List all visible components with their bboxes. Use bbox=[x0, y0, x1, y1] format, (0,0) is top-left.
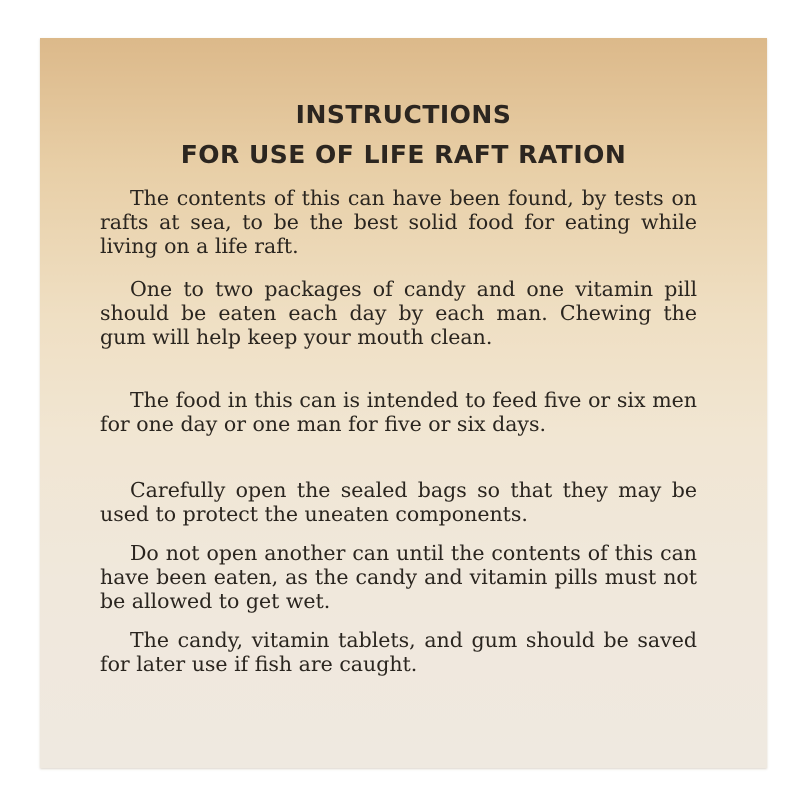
paragraph-servings: The food in this can is intended to feed five or six men for one day or one man for five or six days. bbox=[100, 388, 697, 436]
paragraph-keep-dry: Do not open another can until the contents of this can have been eaten, as the candy and vitamin pills must not be allowed to get wet. bbox=[100, 541, 697, 613]
instruction-card bbox=[40, 38, 767, 768]
paragraph-contents: The contents of this can have been found, by tests on rafts at sea, to be the best solid food for eating while living on a life raft. bbox=[100, 186, 697, 258]
title-line-1: INSTRUCTIONS bbox=[295, 100, 512, 129]
paragraph-save-for-fishing: The candy, vitamin tablets, and gum should be saved for later use if fish are caught. bbox=[100, 628, 697, 676]
paragraph-sealed-bags: Carefully open the sealed bags so that they may be used to protect the uneaten components. bbox=[100, 478, 697, 526]
title-line-2: FOR USE OF LIFE RAFT RATION bbox=[180, 140, 627, 169]
paragraph-daily-ration: One to two packages of candy and one vitamin pill should be eaten each day by each man. Chewing the gum will help keep your mouth clean. bbox=[100, 277, 697, 349]
